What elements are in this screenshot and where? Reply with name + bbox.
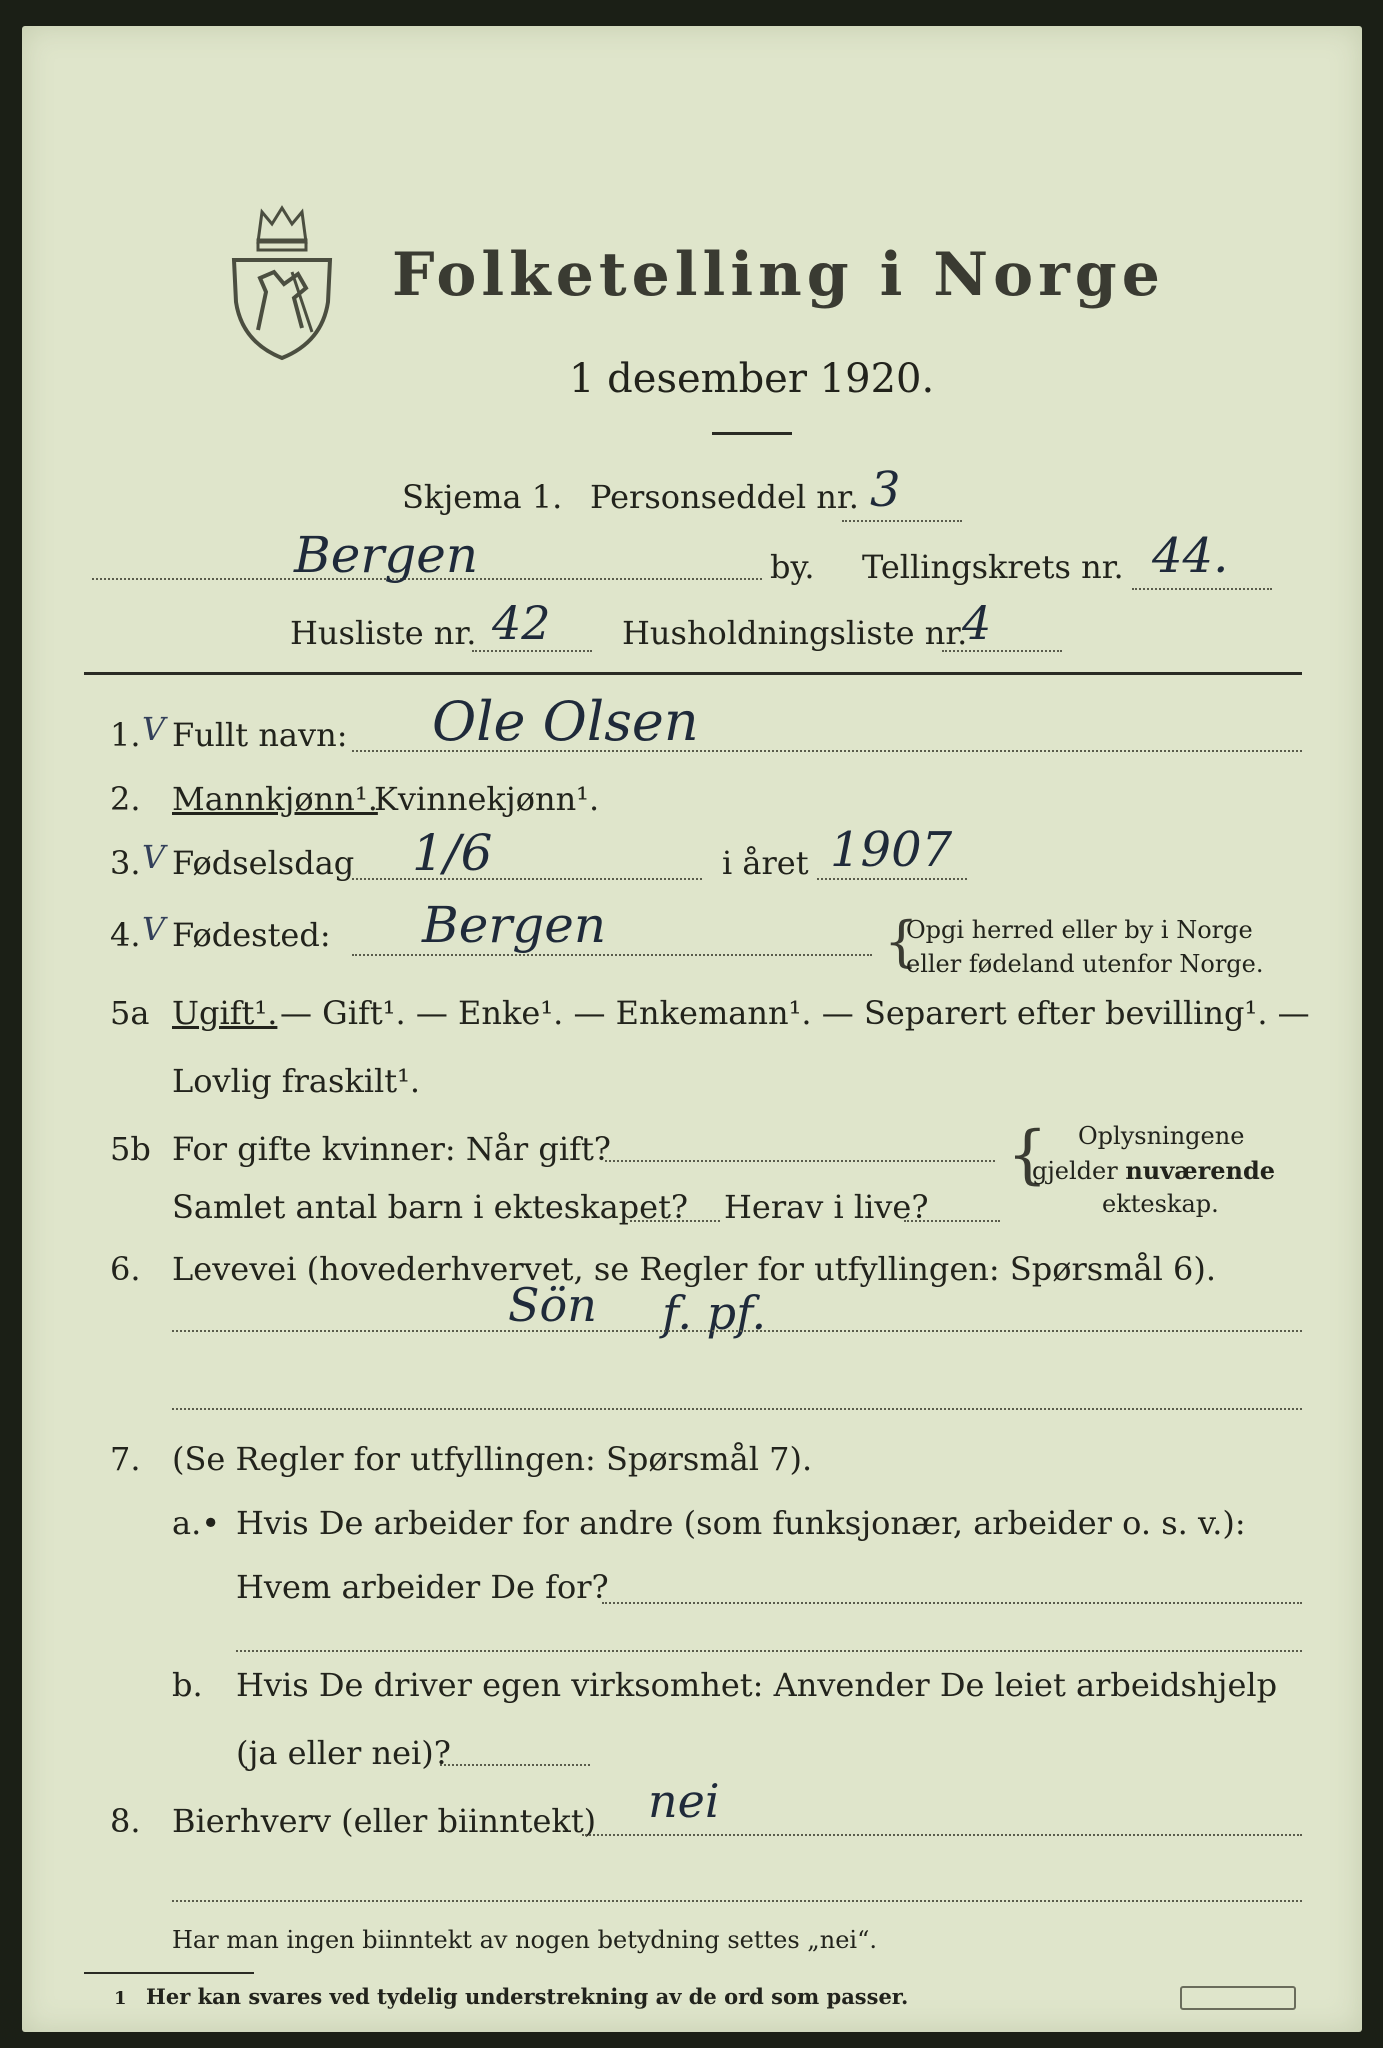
- personseddel-value[interactable]: 3: [870, 462, 901, 518]
- q3-label: Fødselsdag: [172, 844, 355, 882]
- q7b-ja-nei-line: [440, 1764, 590, 1766]
- footnote-divider: [84, 1972, 254, 1974]
- q6-line2: [172, 1408, 1302, 1410]
- norway-coat-of-arms-icon: [222, 202, 342, 362]
- q8-line2: [172, 1900, 1302, 1902]
- personseddel-line: [842, 520, 962, 522]
- q1-number: 1.: [110, 716, 141, 754]
- q7b-line1: Hvis De driver egen virksomhet: Anvender De leiet arbeidshjelp: [236, 1666, 1278, 1704]
- printer-stamp: [1180, 1986, 1296, 2010]
- q7b-ja-nei-label: (ja eller nei)?: [236, 1734, 451, 1772]
- footer-note: Har man ingen biinntekt av nogen betydning settes „nei“.: [172, 1926, 877, 1954]
- q3-year-value[interactable]: 1907: [830, 822, 953, 878]
- q3-year-line: [817, 878, 967, 880]
- q1-label: Fullt navn:: [172, 716, 348, 754]
- q5a-ugift-option[interactable]: Ugift¹.: [172, 994, 278, 1032]
- q7a-line1: Hvis De arbeider for andre (som funksjonær, arbeider o. s. v.):: [236, 1504, 1246, 1542]
- q6-number: 6.: [110, 1250, 141, 1288]
- husholdningsliste-value[interactable]: 4: [962, 596, 992, 650]
- footnote-text: Her kan svares ved tydelig understrekning av de ord som passer.: [146, 1984, 909, 2009]
- q8-side-income-value[interactable]: nei: [648, 1774, 720, 1828]
- q7a-employer-line: [602, 1602, 1302, 1604]
- q7a-extra-line: [236, 1650, 1302, 1652]
- q8-label: Bierhverv (eller biinntekt): [172, 1802, 597, 1840]
- husliste-label: Husliste nr.: [290, 614, 477, 652]
- q1-tick: V: [142, 710, 166, 748]
- q5b-note-line1: Oplysningene: [1078, 1122, 1245, 1150]
- q6-label: Levevei (hovederhvervet, se Regler for utfyllingen: Spørsmål 6).: [172, 1250, 1217, 1288]
- q7b-number: b.: [172, 1666, 203, 1704]
- tellingskrets-label: Tellingskrets nr.: [862, 548, 1124, 586]
- tellingskrets-line: [1132, 588, 1272, 590]
- title-divider: [712, 432, 792, 435]
- q5b-alive-line: [904, 1220, 1000, 1222]
- q4-tick: V: [142, 910, 166, 948]
- census-form-sheet: [22, 26, 1362, 2032]
- q5b-children-label: Samlet antal barn i ekteskapet?: [172, 1188, 689, 1226]
- q3-birthday-value[interactable]: 1/6: [412, 824, 493, 882]
- q5b-married-line: [605, 1160, 995, 1162]
- q3-number: 3.: [110, 844, 141, 882]
- header-divider: [84, 672, 1302, 675]
- q3-year-label: i året: [722, 844, 809, 882]
- q4-note-line2: eller fødeland utenfor Norge.: [906, 950, 1264, 978]
- tellingskrets-value[interactable]: 44.: [1152, 528, 1229, 584]
- q1-line: [352, 750, 1302, 752]
- husholdningsliste-line: [942, 650, 1062, 652]
- form-date: 1 desember 1920.: [569, 356, 935, 402]
- q2-number: 2.: [110, 780, 141, 818]
- husholdningsliste-label: Husholdningsliste nr.: [622, 614, 968, 652]
- skjema-label: Skjema 1.: [402, 478, 563, 516]
- q3-tick: V: [142, 838, 166, 876]
- q4-line: [352, 954, 872, 956]
- q5b-note-line3: ekteskap.: [1102, 1190, 1219, 1218]
- q6-line1: [172, 1330, 1302, 1332]
- q5b-note-line2: gjelder nuværende: [1032, 1156, 1276, 1185]
- q4-note-line1: Opgi herred eller by i Norge: [906, 916, 1253, 944]
- q7a-employer-label: Hvem arbeider De for?: [236, 1568, 609, 1606]
- q4-note-bracket: {: [884, 910, 919, 973]
- q5b-children-line: [630, 1220, 720, 1222]
- form-title: Folketelling i Norge: [392, 240, 1165, 310]
- q5b-line1: For gifte kvinner: Når gift?: [172, 1130, 611, 1168]
- q5a-lovlig-fraskilt-option[interactable]: Lovlig fraskilt¹.: [172, 1062, 421, 1100]
- city-value[interactable]: Bergen: [294, 526, 479, 584]
- q4-number: 4.: [110, 916, 141, 954]
- q8-line1: [582, 1834, 1302, 1836]
- by-label: by.: [770, 548, 815, 586]
- q2-male-option[interactable]: Mannkjønn¹.: [172, 780, 378, 818]
- q5b-alive-label: Herav i live?: [724, 1188, 929, 1226]
- footnote-number: 1: [114, 1988, 127, 2009]
- q4-birthplace-value[interactable]: Bergen: [422, 896, 607, 954]
- husliste-line: [472, 650, 592, 652]
- q7a-number: a.•: [172, 1504, 221, 1542]
- personseddel-label: Personseddel nr.: [590, 478, 859, 516]
- q7-number: 7.: [110, 1440, 141, 1478]
- q7-label: (Se Regler for utfyllingen: Spørsmål 7).: [172, 1440, 813, 1478]
- q5b-number: 5b: [110, 1130, 151, 1168]
- q5a-number: 5a: [110, 994, 150, 1032]
- husliste-value[interactable]: 42: [492, 596, 551, 650]
- q5a-other-options[interactable]: — Gift¹. — Enke¹. — Enkemann¹. — Separert efter bevilling¹. —: [280, 994, 1310, 1032]
- q3-line: [352, 878, 702, 880]
- q6-occupation-value[interactable]: Sön: [508, 1278, 597, 1332]
- q4-label: Fødested:: [172, 916, 331, 954]
- q6-occupation-value-2[interactable]: f. pf.: [662, 1286, 767, 1340]
- q5b-note-bracket: {: [1007, 1118, 1048, 1192]
- q8-number: 8.: [110, 1802, 141, 1840]
- q1-full-name-value[interactable]: Ole Olsen: [432, 690, 699, 753]
- q2-female-option[interactable]: Kvinnekjønn¹.: [374, 780, 600, 818]
